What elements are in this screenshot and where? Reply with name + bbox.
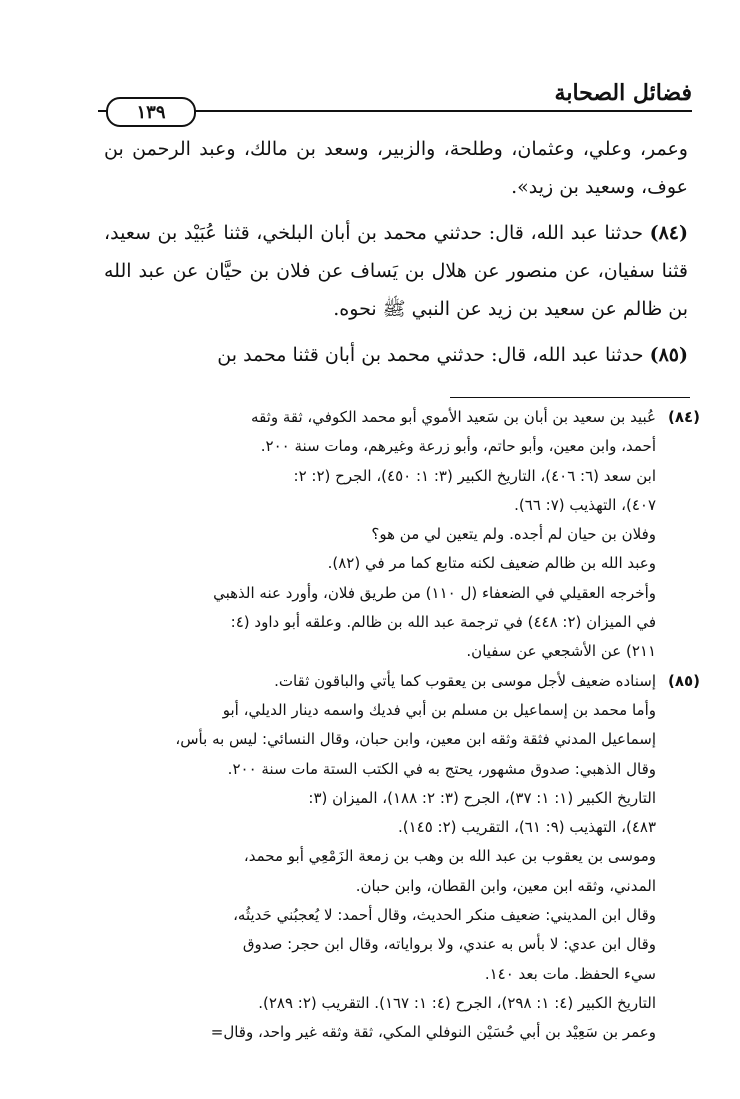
footnote-line: وقال الذهبي: صدوق مشهور، يحتج به في الكتب الستة مات سنة ٢٠٠. (227, 759, 656, 778)
footnote-line: ٢١١) عن الأشجعي عن سفيان. (466, 642, 656, 661)
footnote-line: ٤٠٧)، التهذيب (٧: ٦٦). (514, 495, 656, 514)
footnote-separator (450, 397, 690, 398)
main-line: حيَّان عن عبد الله بن ظالم عن سعيد بن زيد عن النبي ﷺ نحوه. (104, 260, 688, 320)
footnote (104, 403, 700, 667)
footnote-line: في الميزان (٢: ٤٤٨) في ترجمة عبد الله بن ظالم. وعلقه أبو داود (٤: (230, 613, 656, 632)
footnote-line: ابن سعد (٦: ٤٠٦)، التاريخ الكبير (٣: ١: ٤٥٠)، الجرح (٢: ٢: (293, 466, 656, 485)
main-line: عُبَيْد بن سعيد، قثنا سفيان، عن منصور عن هلال بن يَساف عن فلان بن (104, 222, 689, 282)
hadith-number: (٨٥) (649, 344, 688, 366)
footnote-line: وفلان بن حيان لم أجده. ولم يتعين لي من هو؟ (371, 525, 656, 544)
footnote-body (104, 403, 656, 667)
page-number: ١٣٩ (136, 101, 166, 123)
page-number-badge (106, 97, 196, 127)
footnote (104, 667, 700, 1048)
footnote-line: التاريخ الكبير (١: ١: ٣٧)، الجرح (٣: ٢: ١٨٨)، الميزان (٣: (308, 788, 656, 807)
footnote-line: التاريخ الكبير (٤: ١: ٢٩٨)، الجرح (٤: ١: ١٦٧). التقريب (٢: ٢٨٩). (258, 993, 656, 1012)
footnote-line: وقال ابن المديني: ضعيف منكر الحديث، وقال أحمد: لا يُعجبُني حَديثُه، (233, 906, 656, 925)
main-line: وعمر، وعلي، وعثمان، وطلحة، والزبير، وسعد بن مالك، وعبد (199, 138, 688, 160)
footnote-line: ٤٨٣)، التهذيب (٩: ٦١)، التقريب (٢: ١٤٥). (397, 818, 656, 837)
main-line: حدثنا عبد الله، قال: حدثني محمد بن أبان قثنا محمد بن (217, 344, 644, 366)
footnote-number: (٨٤) (667, 408, 700, 426)
footnote-body (104, 667, 656, 1048)
footnote-line: عُبيد بن سعيد بن أبان بن سَعيد الأموي أبو محمد الكوفي، ثقة وثقه (251, 408, 656, 426)
footnote-number: (٨٥) (667, 671, 700, 690)
main-text (104, 130, 688, 382)
main-line: حدثنا عبد الله، قال: حدثني محمد بن أبان البلخي، قثنا (223, 222, 643, 244)
footnote-line: المدني، وثقه ابن معين، وابن القطان، وابن حبان. (355, 876, 656, 895)
book-title: فضائل الصحابة (554, 80, 692, 106)
footnote-line: وأما محمد بن إسماعيل بن مسلم بن أبي فديك واسمه دينار الديلي، أبو (222, 700, 656, 719)
main-line: الرحمن بن عوف، وسعيد بن زيد». (104, 138, 688, 198)
footnote-line: سيء الحفظ. مات بعد ١٤٠. (484, 964, 656, 983)
footnote-line: إسناده ضعيف لأجل موسى بن يعقوب كما يأتي والباقون ثقات. (274, 671, 656, 690)
footnote-line: إسماعيل المدني فثقة وثقه ابن معين، وابن حبان، وقال النسائي: ليس به بأس، (175, 730, 656, 749)
hadith-number: (٨٤) (649, 222, 688, 244)
footnote-line: وموسى بن يعقوب بن عبد الله بن وهب بن زمعة الزَمْعِي أبو محمد، (243, 847, 656, 866)
main-paragraph (104, 214, 688, 328)
main-paragraph (104, 336, 688, 374)
footnotes (104, 403, 700, 1048)
footnote-line: وقال ابن عدي: لا بأس به عندي، ولا برواياته، وقال ابن حجر: صدوق (242, 935, 656, 954)
page-header (98, 70, 692, 123)
main-paragraph (104, 130, 688, 206)
footnote-line: وعبد الله بن ظالم ضعيف لكنه متابع كما مر في (٨٢). (327, 554, 656, 573)
footnote-line: وعمر بن سَعِيْد بن أبي حُسَيْن النوفلي المكي، ثقة وثقه غير واحد، وقال= (210, 1023, 656, 1042)
footnote-line: وأخرجه العقيلي في الضعفاء (ل ١١٠) من طريق فلان، وأورد عنه الذهبي (213, 583, 656, 602)
footnote-line: أحمد، وابن معين، وأبو حاتم، وأبو زرعة وغيرهم، ومات سنة ٢٠٠. (260, 437, 656, 456)
